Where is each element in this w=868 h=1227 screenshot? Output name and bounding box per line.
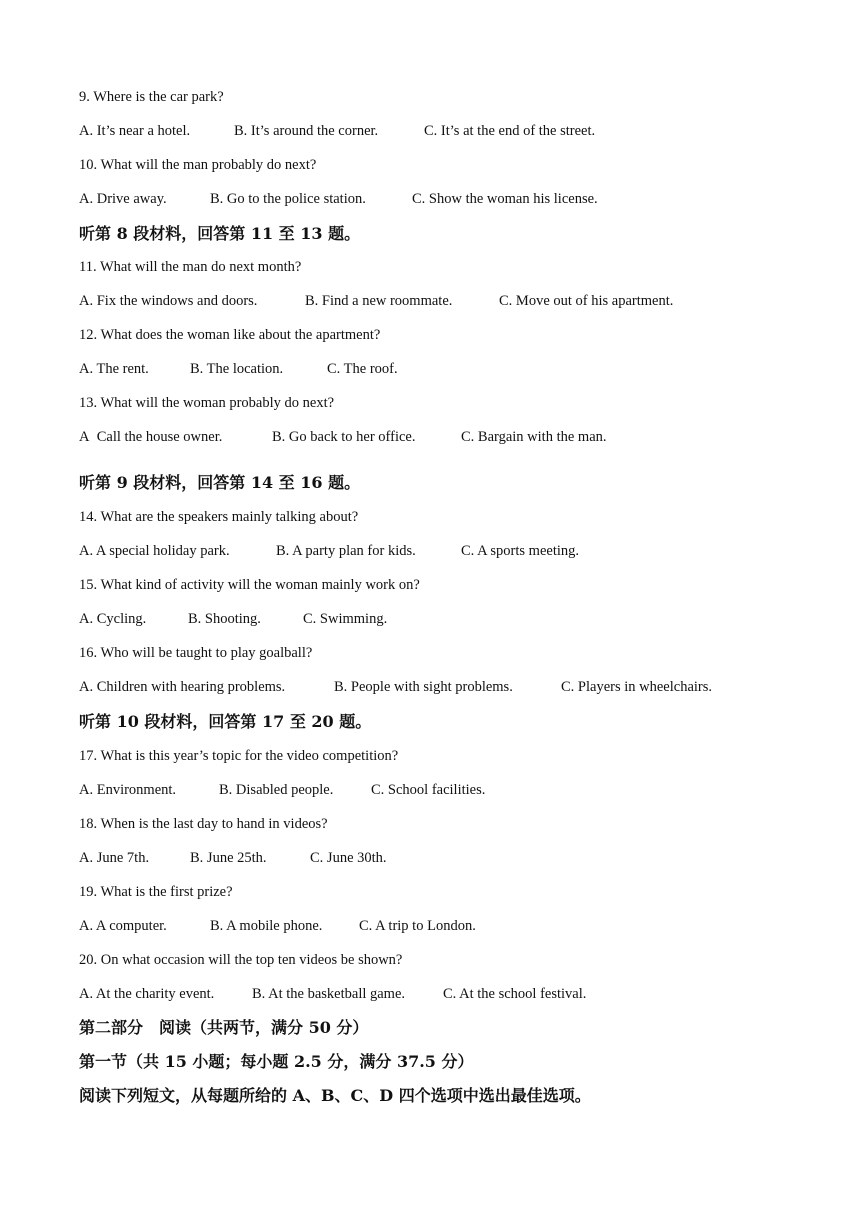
question-text: 17. What is this year’s topic for the video competition?: [79, 748, 399, 764]
answer-option: B. Shooting.: [188, 611, 261, 627]
section-heading: 第二部分 阅读（共两节，满分 50 分）: [79, 1018, 369, 1037]
section-heading: 阅读下列短文，从每题所给的 A、B、C、D 四个选项中选出最佳选项。: [79, 1086, 591, 1105]
answer-option: C. At the school festival.: [443, 986, 587, 1002]
answer-option: A. At the charity event.: [79, 986, 215, 1002]
answer-option: A. Environment.: [79, 782, 177, 798]
answer-option: B. Find a new roommate.: [305, 293, 453, 309]
answer-option: C. June 30th.: [310, 850, 387, 866]
answer-option: A. Cycling.: [79, 611, 147, 627]
section-heading: 听第 10 段材料，回答第 17 至 20 题。: [79, 712, 372, 731]
answer-option: B. Go back to her office.: [272, 429, 416, 445]
answer-option: C. Swimming.: [303, 611, 388, 627]
answer-option: A Call the house owner.: [79, 429, 223, 445]
section-heading: 第一节（共 15 小题；每小题 2.5 分，满分 37.5 分）: [79, 1052, 474, 1071]
answer-option: B. The location.: [190, 361, 284, 377]
answer-option: A. The rent.: [79, 361, 149, 377]
question-text: 12. What does the woman like about the apartment?: [79, 327, 381, 343]
answer-option: B. Go to the police station.: [210, 191, 366, 207]
answer-option: B. It’s around the corner.: [234, 123, 379, 139]
answer-option: C. Players in wheelchairs.: [561, 679, 713, 695]
answer-option: A. June 7th.: [79, 850, 150, 866]
answer-option: C. A trip to London.: [359, 918, 476, 934]
question-text: 11. What will the man do next month?: [79, 259, 302, 275]
question-text: 14. What are the speakers mainly talking about?: [79, 509, 359, 525]
answer-option: B. A party plan for kids.: [276, 543, 416, 559]
answer-option: A. Drive away.: [79, 191, 167, 207]
section-heading: 听第 9 段材料，回答第 14 至 16 题。: [79, 473, 361, 492]
answer-option: A. It’s near a hotel.: [79, 123, 191, 139]
answer-option: B. Disabled people.: [219, 782, 334, 798]
answer-option: C. It’s at the end of the street.: [424, 123, 596, 139]
answer-option: A. Fix the windows and doors.: [79, 293, 258, 309]
answer-option: C. A sports meeting.: [461, 543, 580, 559]
answer-option: C. Show the woman his license.: [412, 191, 598, 207]
answer-option: A. Children with hearing problems.: [79, 679, 286, 695]
question-text: 18. When is the last day to hand in videos?: [79, 816, 328, 832]
question-text: 20. On what occasion will the top ten videos be shown?: [79, 952, 403, 968]
section-heading: 听第 8 段材料，回答第 11 至 13 题。: [79, 224, 361, 243]
answer-option: B. June 25th.: [190, 850, 267, 866]
question-text: 16. Who will be taught to play goalball?: [79, 645, 313, 661]
answer-option: B. People with sight problems.: [334, 679, 513, 695]
answer-option: C. Move out of his apartment.: [499, 293, 674, 309]
question-text: 9. Where is the car park?: [79, 89, 224, 105]
question-text: 15. What kind of activity will the woman mainly work on?: [79, 577, 420, 593]
answer-option: C. The roof.: [327, 361, 398, 377]
answer-option: B. At the basketball game.: [252, 986, 406, 1002]
question-text: 13. What will the woman probably do next?: [79, 395, 335, 411]
answer-option: A. A computer.: [79, 918, 167, 934]
question-text: 10. What will the man probably do next?: [79, 157, 317, 173]
answer-option: C. School facilities.: [371, 782, 486, 798]
answer-option: A. A special holiday park.: [79, 543, 230, 559]
answer-option: C. Bargain with the man.: [461, 429, 607, 445]
answer-option: B. A mobile phone.: [210, 918, 323, 934]
question-text: 19. What is the first prize?: [79, 884, 233, 900]
